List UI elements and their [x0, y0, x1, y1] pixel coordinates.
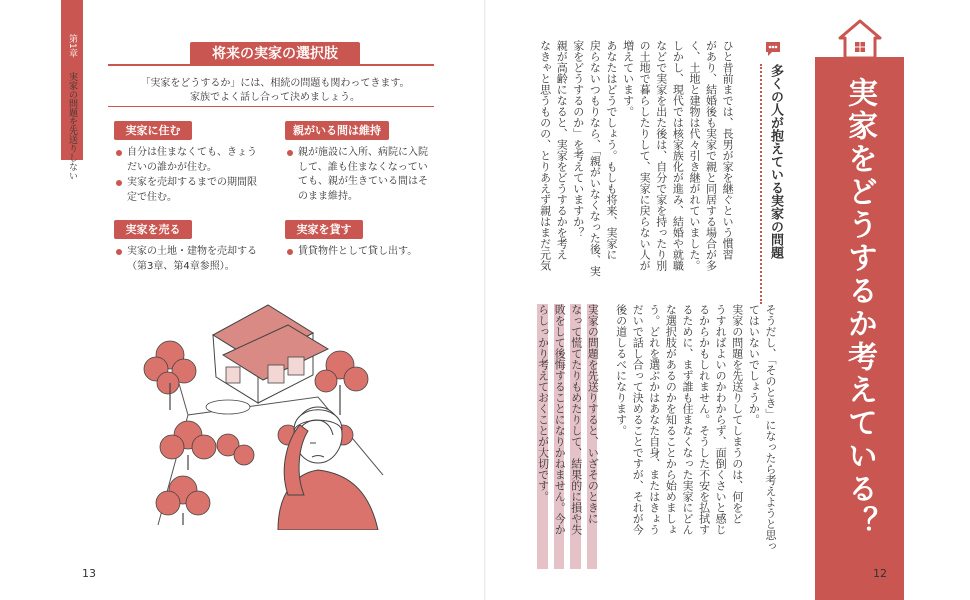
- text-column: なって慌てたりもめたりして、結果的に損や失: [567, 304, 584, 569]
- list-item: 実家を売却するまでの期間限 定で住む。: [116, 176, 257, 205]
- bullet-icon: [287, 150, 293, 156]
- bullet-icon: [116, 249, 122, 255]
- subheading: [760, 38, 788, 298]
- banner-title: 実家をどうするか考えている？: [842, 77, 877, 539]
- text-column: 敗をして後悔することになりかねません。今か: [551, 304, 568, 569]
- text-column: く、土地と建物は代々引き継がれていました。: [687, 40, 701, 271]
- intro-rule: [108, 106, 434, 107]
- text-column: 実家の問題を先送りすると、いざそのときに: [584, 304, 601, 569]
- text-column: らしっかり考えておくことが大切です。: [534, 304, 551, 569]
- list-item: 賃貸物件として貸し出す。: [287, 245, 417, 260]
- option-badge-rent: 実家を貸す: [285, 220, 363, 239]
- subheading-text: 多くの人が抱えている実家の問題: [760, 64, 788, 304]
- option-badge-maintain: 親がいる間は維持: [285, 121, 389, 140]
- text-column: しかし、現代では核家族化が進み、結婚や就職: [671, 40, 685, 271]
- text-column: うすればよいのかわからず、面倒くさいと感じ: [714, 304, 728, 535]
- text-column: 実家の問題を先送りしてしまうのは、何をど: [730, 304, 744, 524]
- house-illustration: [128, 285, 388, 530]
- worried-woman-illustration: [278, 407, 378, 530]
- house-icon: [838, 18, 882, 60]
- chapter-label: 第1章: [67, 34, 77, 58]
- bullet-icon: [116, 180, 122, 186]
- text-column: う。どれを選ぶかはあなた自身、またはきょう: [647, 304, 661, 535]
- title-banner: [815, 57, 904, 600]
- text-column: があり、結婚後も実家で親と同居する場合が多: [704, 40, 718, 271]
- option-list-live: [116, 146, 257, 206]
- option-list-rent: [287, 245, 417, 261]
- text-column: 家をどうするのか」を考えていますか？: [571, 40, 585, 238]
- option-list-sell: [116, 245, 257, 275]
- text-column: の土地で暮らしたりして、実家に戻らない人が: [638, 40, 652, 271]
- body-text-upper: [612, 304, 778, 569]
- text-column: るからかもしれません。そうした不安を払拭す: [697, 304, 711, 535]
- option-badge-live: 実家に住む: [114, 121, 192, 140]
- text-column: そうだし、「そのとき」になったら考えようと思っ: [763, 304, 777, 552]
- text-column: 後の道しるべになります。: [614, 304, 628, 436]
- text-column: あなたはどうでしょう。もしも将来、実家に: [604, 40, 618, 260]
- text-column: 増えています。: [621, 40, 635, 117]
- option-list-maintain: [287, 146, 428, 205]
- list-item: 親が施設に入所、病院に入院 して、誰も住まなくなってい ても、親が生きている間はそ のまま維持。: [287, 146, 428, 204]
- text-column: ひと昔前までは、長男が家を継ぐという慣習: [721, 40, 735, 260]
- text-column: なきゃと思うものの、とりあえず親はまだ元気: [538, 40, 552, 271]
- text-column: 親が高齢になると、実家をどうするかを考え: [555, 40, 569, 260]
- bullet-icon: [287, 249, 293, 255]
- speech-bubble-icon: [763, 38, 783, 58]
- intro-line: 家族でよく話し合って決めましょう。: [190, 92, 360, 103]
- option-badge-sell: 実家を売る: [114, 220, 192, 239]
- text-column: てはいないでしょうか。: [747, 304, 761, 425]
- intro-line: 「実家をどうするか」には、相続の問題も関わってきます。: [140, 78, 410, 89]
- highlight-text: [534, 304, 600, 569]
- list-item: 自分は住まなくても、きょう だいの誰かが住む。: [116, 146, 257, 175]
- page-number: 13: [82, 567, 96, 580]
- chapter-subtitle: 実家の問題を先送りしない: [67, 72, 77, 180]
- body-text-lower: [536, 40, 735, 300]
- text-column: るために、まず誰も住まなくなった実家にどん: [680, 304, 694, 535]
- page-title: 将来の実家の選択肢: [190, 42, 360, 66]
- text-column: だいで話し合って決めることですが、それが今: [631, 304, 645, 535]
- list-item: 実家の土地・建物を売却する （第3章、第4章参照）。: [116, 245, 257, 274]
- page-number: 12: [873, 567, 887, 580]
- text-column: などで実家を出た後は、自分で家を持ったり別: [654, 40, 668, 271]
- text-column: 戻らないつもりなら、「親がいなくなった後、実: [588, 40, 602, 277]
- bullet-icon: [116, 150, 122, 156]
- intro-text: [140, 77, 410, 105]
- text-column: な選択肢があるのかを知ることから始めましょ: [664, 304, 678, 535]
